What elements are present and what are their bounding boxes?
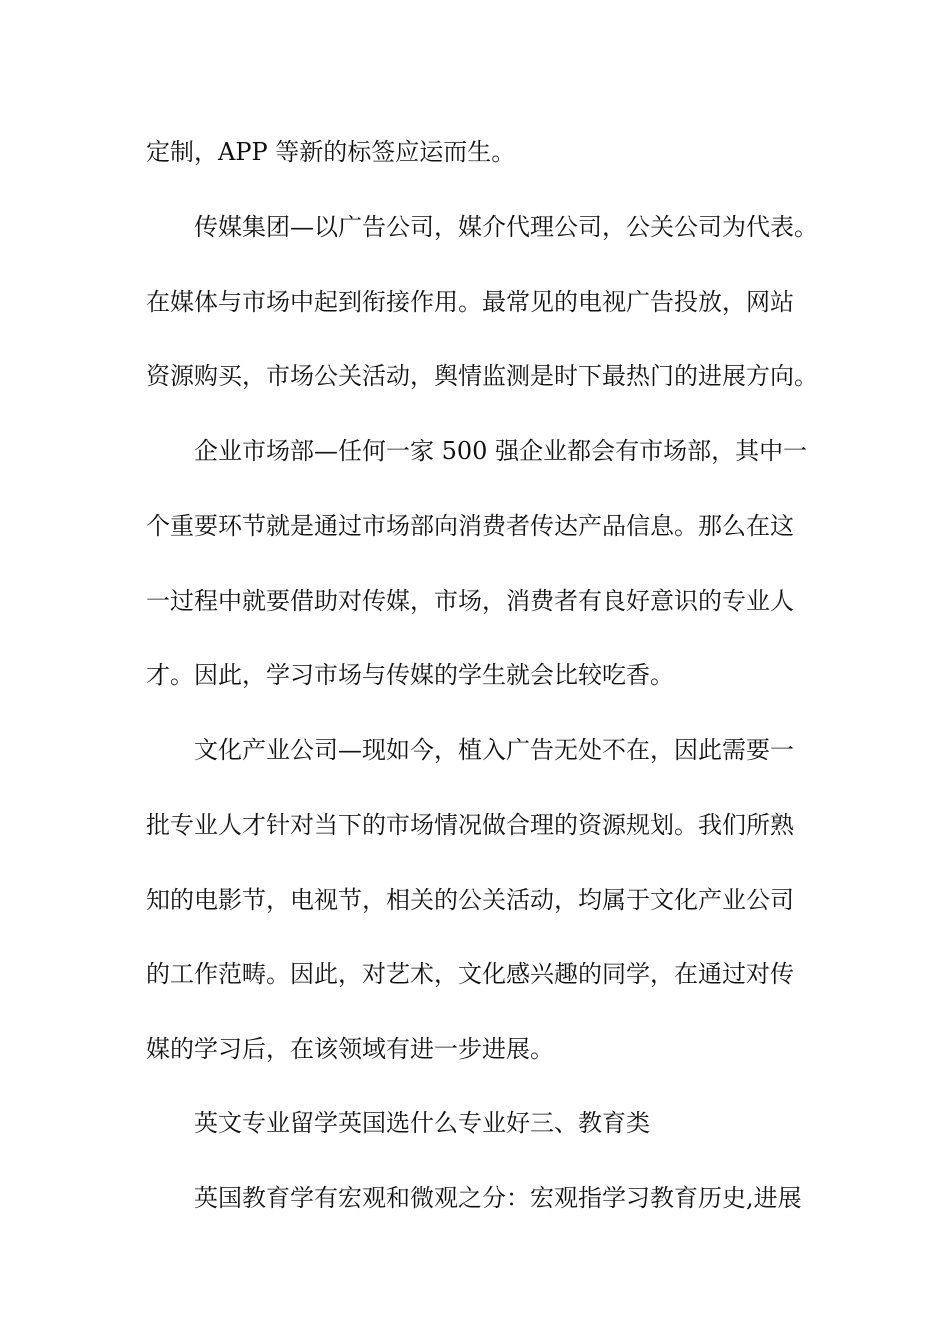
paragraph-marketing-dept: 企业市场部—任何一家 500 强企业都会有市场部，其中一 xyxy=(194,437,808,465)
text-line-8: 才。因此，学习市场与传媒的学生就会比较吃香。 xyxy=(146,661,674,689)
text-line-10: 批专业人才针对当下的市场情况做合理的资源规划。我们所熟 xyxy=(146,811,794,839)
section-heading-education: 英文专业留学英国选什么专业好三、教育类 xyxy=(194,1109,650,1137)
text-line-11: 知的电影节，电视节，相关的公关活动，均属于文化产业公司 xyxy=(146,886,794,914)
text-line-7: 一过程中就要借助对传媒，市场，消费者有良好意识的专业人 xyxy=(146,587,794,615)
text-line-3: 在媒体与市场中起到衔接作用。最常见的电视广告投放，网站 xyxy=(146,288,794,316)
text-line-4: 资源购买，市场公关活动，舆情监测是时下最热门的进展方向。 xyxy=(146,362,818,390)
text-line-13: 媒的学习后，在该领域有进一步进展。 xyxy=(146,1035,554,1063)
paragraph-culture-company: 文化产业公司—现如今，植入广告无处不在，因此需要一 xyxy=(194,736,794,764)
paragraph-education: 英国教育学有宏观和微观之分：宏观指学习教育历史,进展 xyxy=(194,1184,802,1212)
text-line-1: 定制，APP 等新的标签应运而生。 xyxy=(146,138,516,166)
paragraph-media-group: 传媒集团—以广告公司，媒介代理公司，公关公司为代表。 xyxy=(194,213,818,241)
text-line-12: 的工作范畴。因此，对艺术，文化感兴趣的同学，在通过对传 xyxy=(146,960,794,988)
text-line-6: 个重要环节就是通过市场部向消费者传达产品信息。那么在这 xyxy=(146,512,794,540)
